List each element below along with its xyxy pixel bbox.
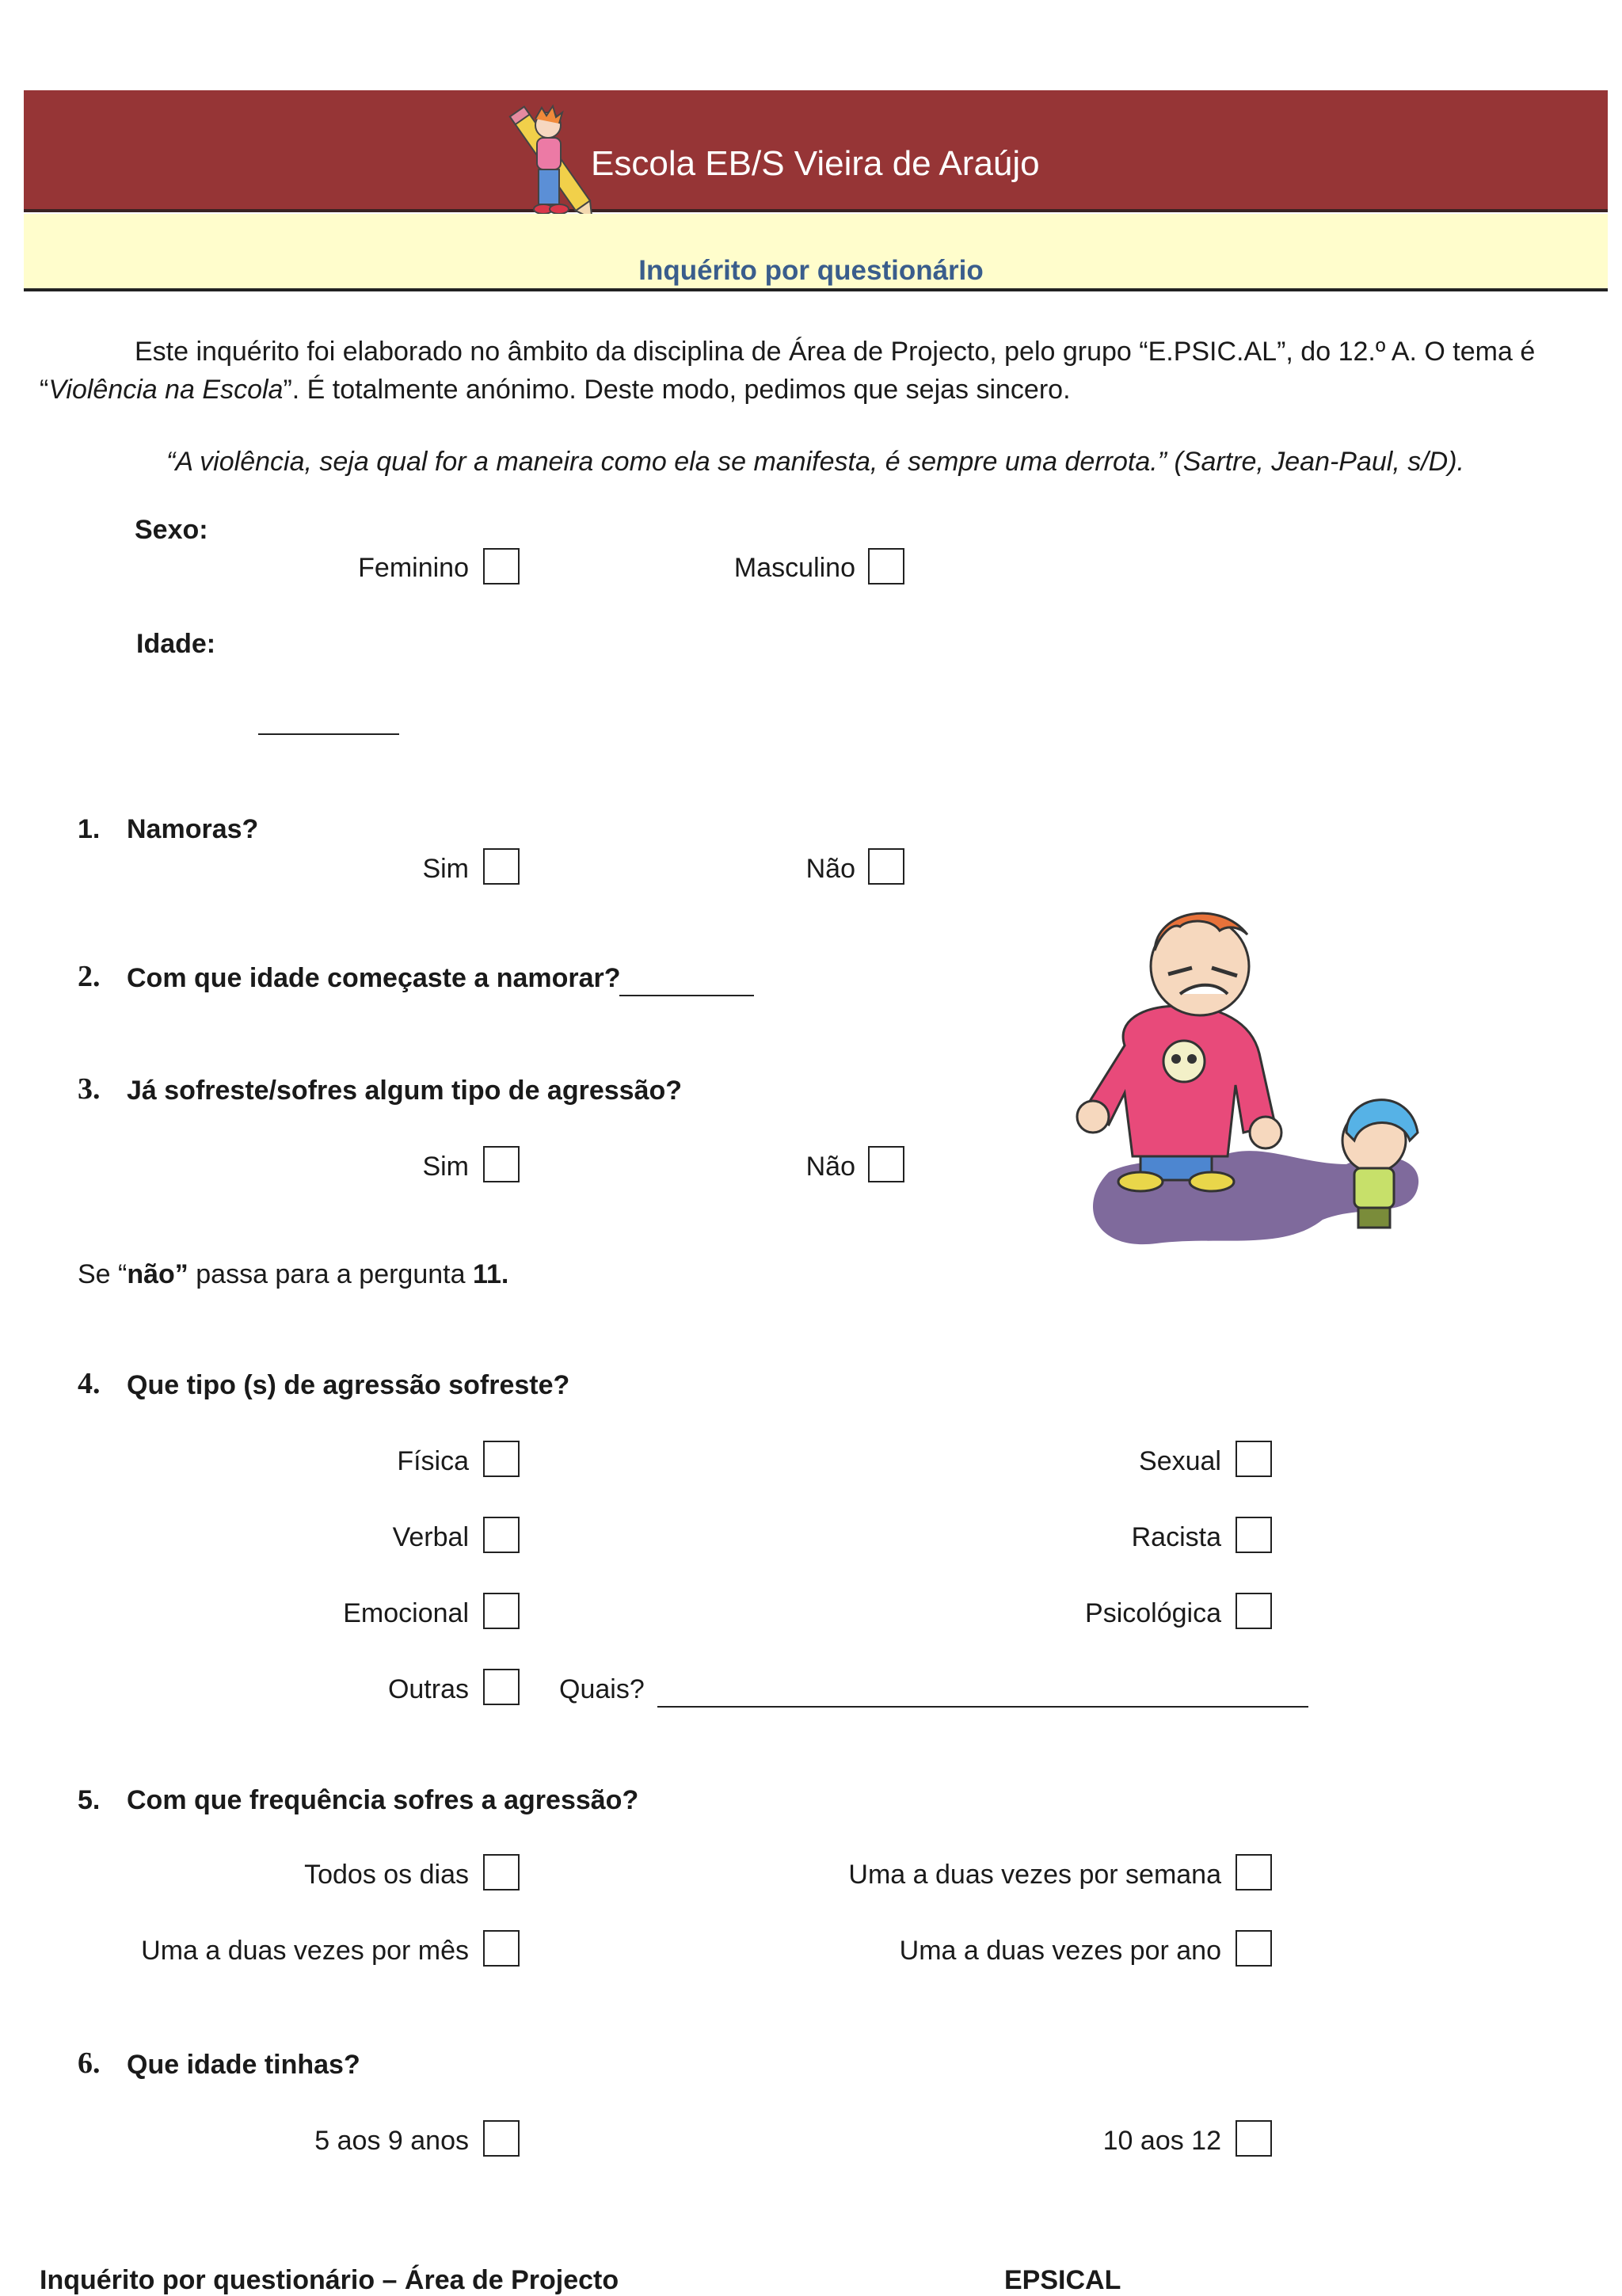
q6-age-10-12-label: 10 aos 12 <box>1102 2126 1221 2156</box>
feminino-label: Feminino <box>358 553 469 583</box>
skip-instruction <box>78 1261 508 1288</box>
q2-number: 2. <box>78 960 101 993</box>
q4-fisica-checkbox[interactable] <box>483 1441 520 1477</box>
bully-illustration <box>1061 903 1441 1259</box>
skip-target: 11. <box>472 1259 509 1289</box>
q3-nao-label: Não <box>805 1152 855 1182</box>
q4-outras-label: Outras <box>387 1674 469 1704</box>
footer-right: EPSICAL <box>1004 2265 1121 2295</box>
q4-outras-checkbox[interactable] <box>483 1669 520 1705</box>
q6-age-10-12-checkbox[interactable] <box>1236 2120 1272 2157</box>
q1-text: Namoras? <box>127 814 259 844</box>
q3-nao-checkbox[interactable] <box>868 1146 904 1182</box>
q4-emocional-checkbox[interactable] <box>483 1593 520 1629</box>
q5-todos-dias-label: Todos os dias <box>304 1860 469 1890</box>
q4-fisica-label: Física <box>397 1446 469 1476</box>
q3-text: Já sofreste/sofres algum tipo de agressão? <box>127 1076 683 1106</box>
q4-emocional-label: Emocional <box>343 1598 469 1628</box>
intro-line-1: Este inquérito foi elaborado no âmbito da disciplina de Área de Projecto, pelo grupo “E.PSIC.AL”, do 12.º A. O tema é <box>135 337 1536 367</box>
q5-semana-checkbox[interactable] <box>1236 1854 1272 1890</box>
q4-psicologica-label: Psicológica <box>1085 1598 1221 1628</box>
q4-number: 4. <box>78 1367 101 1400</box>
feminino-checkbox[interactable] <box>483 548 520 584</box>
intro-paragraph <box>40 333 1584 409</box>
q5-mes-label: Uma a duas vezes por mês <box>141 1936 469 1966</box>
q4-text: Que tipo (s) de agressão sofreste? <box>127 1370 570 1400</box>
q5-semana-label: Uma a duas vezes por semana <box>848 1860 1221 1890</box>
idade-label: Idade: <box>136 629 216 659</box>
q5-text: Com que frequência sofres a agressão? <box>127 1785 639 1815</box>
q4-racista-checkbox[interactable] <box>1236 1517 1272 1553</box>
q5-todos-dias-checkbox[interactable] <box>483 1854 520 1890</box>
footer-left: Inquérito por questionário – Área de Projecto <box>40 2265 619 2295</box>
q3-sim-label: Sim <box>422 1152 469 1182</box>
q6-age-5-9-checkbox[interactable] <box>483 2120 520 2157</box>
q1-sim-checkbox[interactable] <box>483 848 520 885</box>
q4-verbal-label: Verbal <box>392 1522 469 1552</box>
skip-mid: passa para a pergunta <box>188 1259 473 1289</box>
sexo-label: Sexo: <box>135 515 208 545</box>
masculino-label: Masculino <box>733 553 855 583</box>
q5-ano-label: Uma a duas vezes por ano <box>899 1936 1221 1966</box>
q1-sim-label: Sim <box>422 854 469 884</box>
skip-word: não” <box>127 1259 188 1289</box>
q4-verbal-checkbox[interactable] <box>483 1517 520 1553</box>
q2-answer-line[interactable] <box>619 995 754 996</box>
q6-text: Que idade tinhas? <box>127 2050 360 2080</box>
intro-line-2-open: “ <box>40 375 49 405</box>
q1-nao-label: Não <box>805 854 855 884</box>
q6-number: 6. <box>78 2047 101 2080</box>
q4-quais-answer-line[interactable] <box>657 1706 1308 1708</box>
masculino-checkbox[interactable] <box>868 548 904 584</box>
q1-number: 1. <box>78 814 101 844</box>
q5-number: 5. <box>78 1785 101 1815</box>
q1-nao-checkbox[interactable] <box>868 848 904 885</box>
intro-line-2-rest: ”. É totalmente anónimo. Deste modo, pedimos que sejas sincero. <box>283 375 1071 405</box>
pencil-boy-logo <box>507 101 594 220</box>
q2-text: Com que idade começaste a namorar? <box>127 963 621 993</box>
sartre-quote: “A violência, seja qual for a maneira como ela se manifesta, é sempre uma derrota.” (Sartre, Jean-Paul, s/D). <box>166 447 1465 477</box>
school-name: Escola EB/S Vieira de Araújo <box>591 144 1040 183</box>
q4-quais-label: Quais? <box>559 1674 645 1704</box>
skip-pre: Se “ <box>78 1259 128 1289</box>
q3-sim-checkbox[interactable] <box>483 1146 520 1182</box>
idade-answer-line[interactable] <box>258 733 399 735</box>
intro-theme: Violência na Escola <box>48 375 284 405</box>
q4-psicologica-checkbox[interactable] <box>1236 1593 1272 1629</box>
q4-sexual-checkbox[interactable] <box>1236 1441 1272 1477</box>
page-subtitle: Inquérito por questionário <box>638 255 984 286</box>
q3-number: 3. <box>78 1072 101 1106</box>
q4-sexual-label: Sexual <box>1139 1446 1221 1476</box>
q5-ano-checkbox[interactable] <box>1236 1930 1272 1967</box>
q5-mes-checkbox[interactable] <box>483 1930 520 1967</box>
q6-age-5-9-label: 5 aos 9 anos <box>314 2126 469 2156</box>
q4-racista-label: Racista <box>1131 1522 1221 1552</box>
